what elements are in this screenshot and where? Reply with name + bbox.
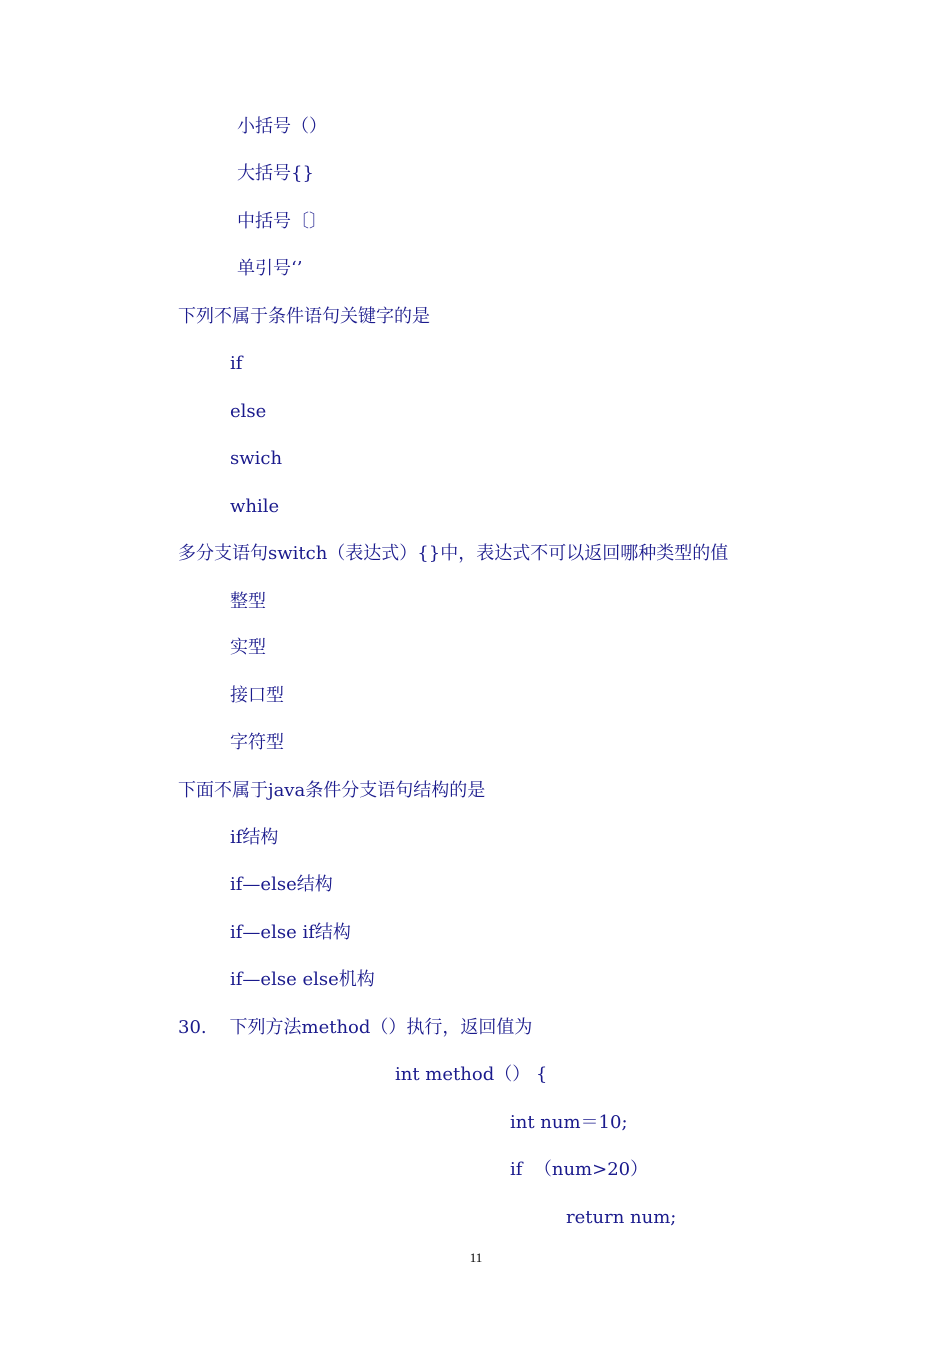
question-30: 30. 下列方法method（）执行，返回值为	[178, 1017, 533, 1038]
code-line-return: return num;	[566, 1207, 677, 1228]
option-single-quotes: 单引号‘’	[237, 258, 303, 279]
page-number: 11	[469, 1250, 483, 1265]
question-switch-expression: 多分支语句switch（表达式）{}中，表达式不可以返回哪种类型的值	[178, 543, 729, 564]
code-line-method-signature: int method（） {	[395, 1064, 548, 1085]
option-brackets: 中括号〔〕	[237, 211, 327, 232]
option-if-else-else-structure: if—else else机构	[230, 969, 375, 990]
question-branch-structure: 下面不属于java条件分支语句结构的是	[178, 780, 486, 801]
code-line-if-condition: if （num>20）	[510, 1159, 649, 1180]
option-if-structure: if结构	[230, 827, 279, 848]
code-line-num-declaration: int num＝10;	[510, 1112, 628, 1133]
question-conditional-keywords: 下列不属于条件语句关键字的是	[178, 306, 430, 327]
option-parentheses: 小括号（）	[237, 116, 327, 137]
option-if: if	[230, 353, 243, 374]
option-braces: 大括号{}	[237, 163, 314, 184]
option-if-else-if-structure: if—else if结构	[230, 922, 351, 943]
option-char: 字符型	[230, 732, 284, 753]
option-real: 实型	[230, 637, 266, 658]
option-if-else-structure: if—else结构	[230, 874, 333, 895]
option-while: while	[230, 496, 280, 517]
option-interface: 接口型	[230, 685, 284, 706]
option-swich: swich	[230, 448, 283, 469]
option-else: else	[230, 401, 267, 422]
option-integer: 整型	[230, 591, 266, 612]
